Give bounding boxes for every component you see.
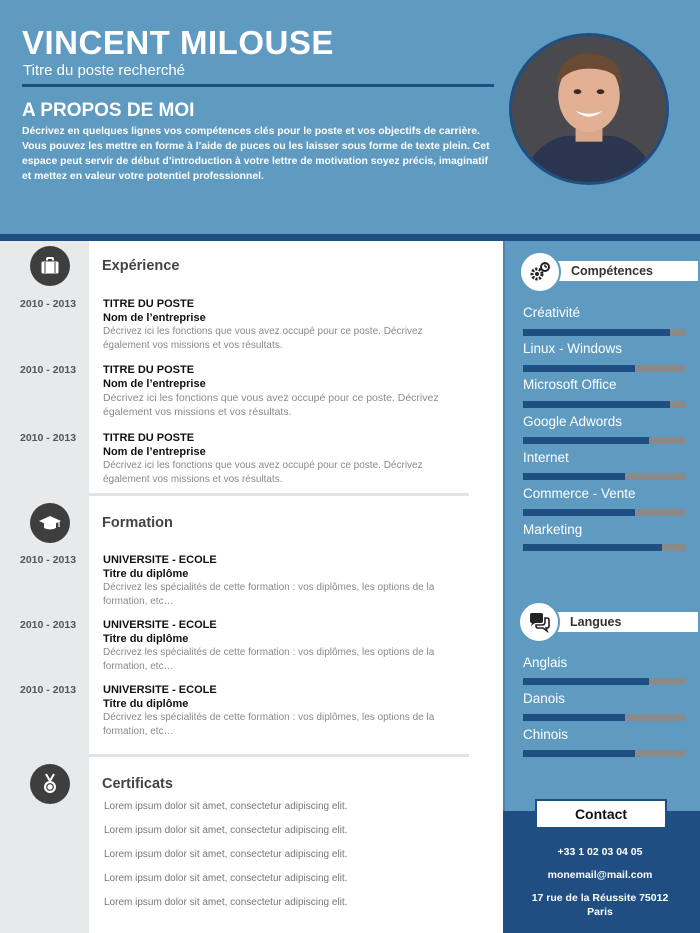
portrait-illustration bbox=[512, 36, 666, 182]
education-description: Décrivez les spécialités de cette formation : vos diplômes, les options de la formation, etc… bbox=[103, 647, 435, 672]
skill-label: Linux - Windows bbox=[523, 341, 623, 356]
skill-bar-fill bbox=[523, 473, 625, 480]
skill-bar bbox=[523, 437, 685, 444]
skill-bar bbox=[523, 401, 685, 408]
contact-phone: +33 1 02 03 04 05 bbox=[557, 846, 643, 858]
language-label: Danois bbox=[523, 691, 566, 706]
section-title-certificates: Certificats bbox=[102, 776, 173, 792]
skill-label: Créativité bbox=[523, 305, 581, 320]
gears-icon bbox=[519, 251, 561, 293]
certificate-item: Lorem ipsum dolor sit amet, consectetur adipiscing elit. bbox=[104, 897, 348, 908]
education-date: 2010 - 2013 bbox=[20, 619, 77, 631]
skill-label: Internet bbox=[523, 450, 569, 465]
about-title: A PROPOS DE MOI bbox=[22, 100, 195, 121]
speech-bubbles-icon bbox=[518, 601, 560, 643]
skill-bar bbox=[523, 509, 685, 516]
profile-photo bbox=[509, 33, 669, 185]
skill-bar bbox=[523, 544, 685, 551]
education-date: 2010 - 2013 bbox=[20, 684, 77, 696]
education-degree: Titre du diplôme bbox=[103, 633, 189, 645]
skill-bar-fill bbox=[523, 437, 649, 444]
left-timeline-strip bbox=[0, 241, 89, 933]
language-label: Anglais bbox=[523, 655, 568, 670]
language-bar-fill bbox=[523, 714, 625, 721]
education-degree: Titre du diplôme bbox=[103, 698, 189, 710]
section-title-experience: Expérience bbox=[102, 258, 180, 274]
experience-position: TITRE DU POSTE bbox=[103, 432, 195, 444]
experience-date: 2010 - 2013 bbox=[20, 432, 77, 444]
header-rule bbox=[22, 84, 494, 87]
experience-entry bbox=[103, 363, 469, 419]
contact-email: monemail@mail.com bbox=[547, 869, 653, 881]
section-separator bbox=[89, 754, 469, 757]
certificate-item: Lorem ipsum dolor sit amet, consectetur adipiscing elit. bbox=[104, 849, 348, 860]
experience-position: TITRE DU POSTE bbox=[103, 364, 195, 376]
candidate-name: VINCENT MILOUSE bbox=[22, 24, 334, 61]
language-bar-fill bbox=[523, 750, 635, 757]
medal-icon bbox=[30, 764, 70, 804]
education-entry bbox=[103, 683, 469, 739]
language-label: Chinois bbox=[523, 727, 569, 742]
contact-address-line1: 17 rue de la Réussite 75012 bbox=[531, 892, 669, 904]
education-date: 2010 - 2013 bbox=[20, 554, 77, 566]
skill-bar-fill bbox=[523, 401, 670, 408]
briefcase-icon bbox=[30, 246, 70, 286]
skill-bar-fill bbox=[523, 329, 670, 336]
experience-description: Décrivez ici les fonctions que vous avez occupé pour ce poste. Décrivez également vos missions et vos résultats. bbox=[103, 460, 423, 485]
experience-entry bbox=[103, 297, 469, 353]
about-text: Décrivez en quelques lignes vos compétences clés pour le poste et vos objectifs de carrière. Vous pouvez les mettre en forme à l’aide de puces ou les laisser sous forme de texte plein. Cet espace peut servir de début d’introduction à votre lettre de motivation soyez précis, imaginatif et mettez en valeur votre potentiel professionnel. bbox=[22, 126, 490, 182]
language-bar bbox=[523, 678, 685, 685]
experience-description: Décrivez ici les fonctions que vous avez occupé pour ce poste. Décrivez également vos missions et vos résultats. bbox=[103, 392, 439, 418]
skill-label: Marketing bbox=[523, 522, 583, 537]
skills-title: Compétences bbox=[571, 264, 653, 278]
education-school: UNIVERSITE - ECOLE bbox=[103, 554, 217, 566]
education-school: UNIVERSITE - ECOLE bbox=[103, 684, 217, 696]
experience-company: Nom de l’entreprise bbox=[103, 446, 206, 458]
section-title-education: Formation bbox=[102, 515, 173, 531]
header-divider bbox=[0, 234, 700, 241]
education-degree: Titre du diplôme bbox=[103, 568, 189, 580]
skill-bar-fill bbox=[523, 365, 635, 372]
language-bar bbox=[523, 750, 685, 757]
certificate-item: Lorem ipsum dolor sit amet, consectetur adipiscing elit. bbox=[104, 801, 348, 812]
skill-label: Microsoft Office bbox=[523, 377, 617, 392]
experience-company: Nom de l’entreprise bbox=[103, 378, 206, 390]
education-description: Décrivez les spécialités de cette formation : vos diplômes, les options de la formation, etc… bbox=[103, 712, 435, 737]
experience-entry bbox=[103, 431, 469, 487]
education-description: Décrivez les spécialités de cette formation : vos diplômes, les options de la formation, etc… bbox=[103, 582, 435, 607]
experience-description: Décrivez ici les fonctions que vous avez occupé pour ce poste. Décrivez également vos missions et vos résultats. bbox=[103, 326, 423, 351]
section-separator bbox=[89, 493, 469, 496]
graduation-cap-icon bbox=[30, 503, 70, 543]
job-title: Titre du poste recherché bbox=[23, 62, 186, 79]
contact-address-line2: Paris bbox=[587, 906, 613, 918]
education-entry bbox=[103, 553, 469, 609]
experience-date: 2010 - 2013 bbox=[20, 298, 77, 310]
skill-label: Google Adwords bbox=[523, 414, 623, 429]
skill-bar-fill bbox=[523, 509, 635, 516]
experience-date: 2010 - 2013 bbox=[20, 364, 77, 376]
certificate-item: Lorem ipsum dolor sit amet, consectetur adipiscing elit. bbox=[104, 873, 348, 884]
language-bar bbox=[523, 714, 685, 721]
certificate-item: Lorem ipsum dolor sit amet, consectetur adipiscing elit. bbox=[104, 825, 348, 836]
languages-title: Langues bbox=[570, 615, 622, 629]
experience-position: TITRE DU POSTE bbox=[103, 298, 195, 310]
education-entry bbox=[103, 618, 469, 674]
skill-bar bbox=[523, 365, 685, 372]
skill-bar bbox=[523, 329, 685, 336]
skill-bar-fill bbox=[523, 544, 662, 551]
contact-title: Contact bbox=[574, 806, 628, 822]
language-bar-fill bbox=[523, 678, 649, 685]
skill-label: Commerce - Vente bbox=[523, 486, 636, 501]
skill-bar bbox=[523, 473, 685, 480]
experience-company: Nom de l’entreprise bbox=[103, 312, 206, 324]
education-school: UNIVERSITE - ECOLE bbox=[103, 619, 217, 631]
